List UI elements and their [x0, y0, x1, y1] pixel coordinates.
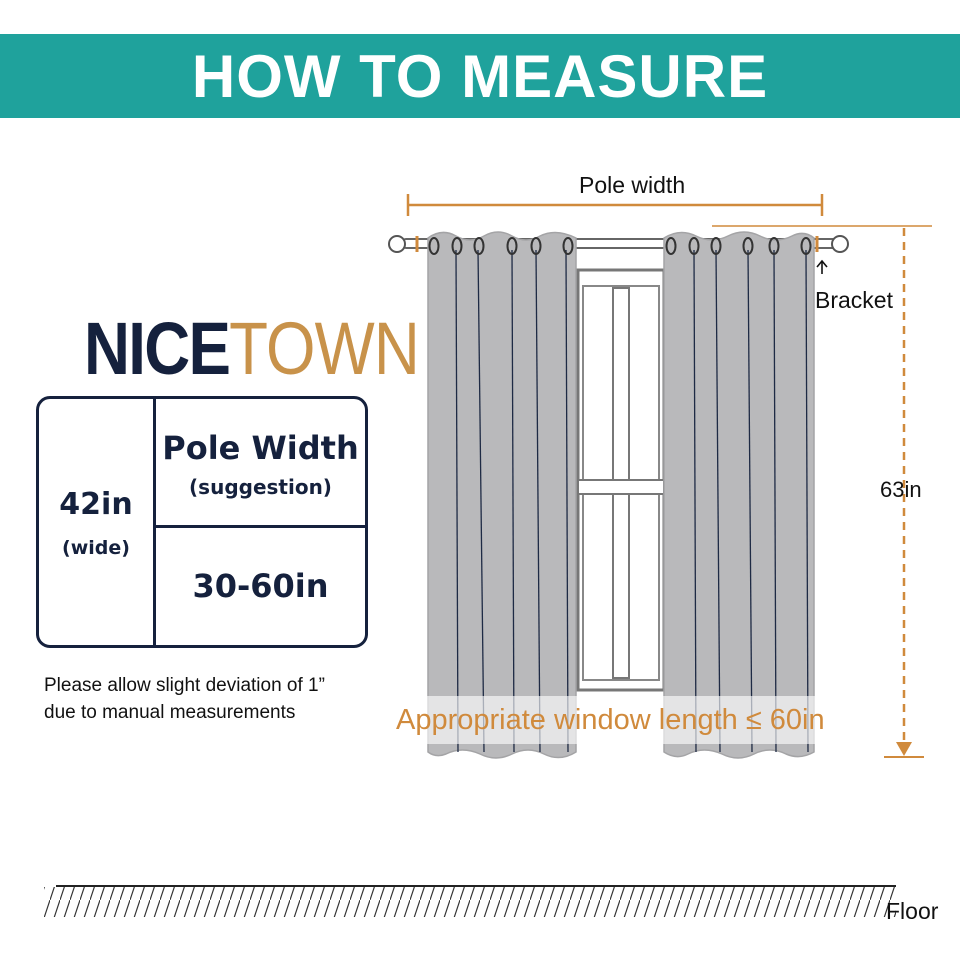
logo-nice: NICE: [84, 307, 230, 390]
curtain-panel-right: [664, 232, 814, 758]
window-length-label: Appropriate window length ≤ 60in: [396, 704, 825, 736]
curtain-length-label: 63in: [880, 477, 922, 502]
pole-width-label: Pole width: [579, 172, 686, 198]
bracket-arrow-icon: [817, 261, 827, 274]
window: [578, 270, 664, 690]
pole-width-title: Pole Width: [162, 429, 359, 467]
pole-width-range: 30-60in: [192, 567, 329, 605]
bracket-label: Bracket: [815, 287, 893, 313]
floor: [44, 886, 896, 917]
length-arrowhead: [896, 742, 912, 756]
curtain-width-value: 42in: [59, 487, 133, 522]
logo-town: TOWN: [229, 307, 419, 390]
deviation-note-line-1: Please allow slight deviation of 1”: [44, 675, 325, 696]
pole-width-note: (suggestion): [189, 475, 332, 499]
page-title: HOW TO MEASURE: [191, 42, 769, 110]
floor-label: Floor: [886, 898, 939, 924]
pole-finial-right: [832, 236, 848, 252]
deviation-note-line-2: due to manual measurements: [44, 702, 296, 723]
curtain-panel-left: [428, 232, 576, 758]
pole-finial-left: [389, 236, 405, 252]
curtain-width-note: (wide): [62, 537, 130, 559]
